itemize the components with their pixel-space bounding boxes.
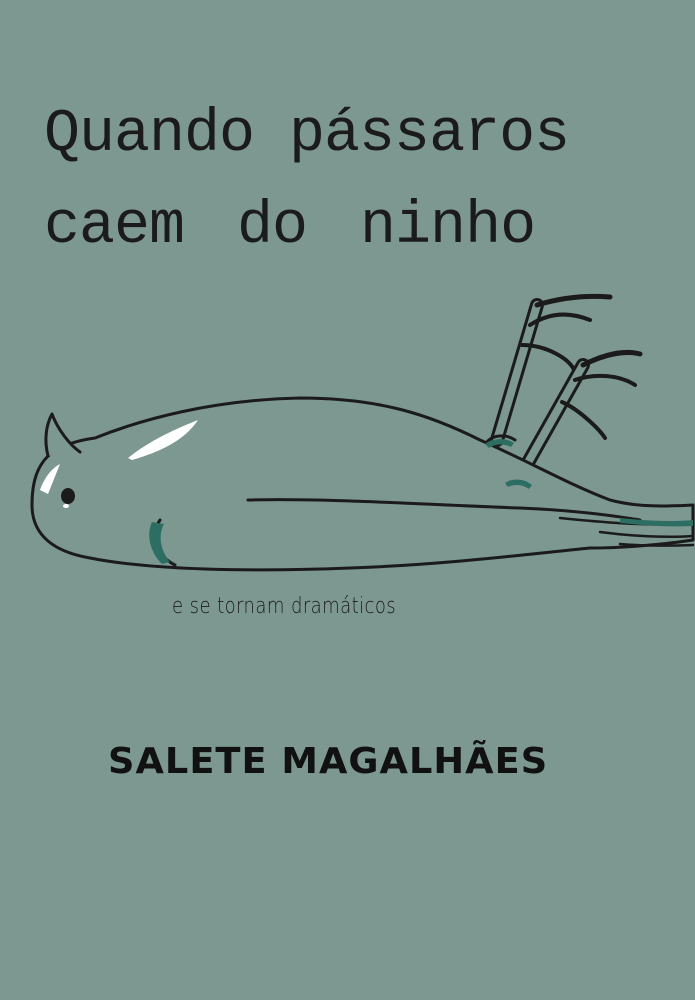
title-line-1: Quando pássaros xyxy=(44,101,570,169)
title-line-2: caem do ninho xyxy=(44,193,536,261)
bird-lying-on-back-icon xyxy=(0,285,695,595)
subtitle: e se tornam dramáticos xyxy=(172,594,397,619)
bird-eye xyxy=(61,488,75,504)
author-name: SALETE MAGALHÃES xyxy=(108,741,549,782)
